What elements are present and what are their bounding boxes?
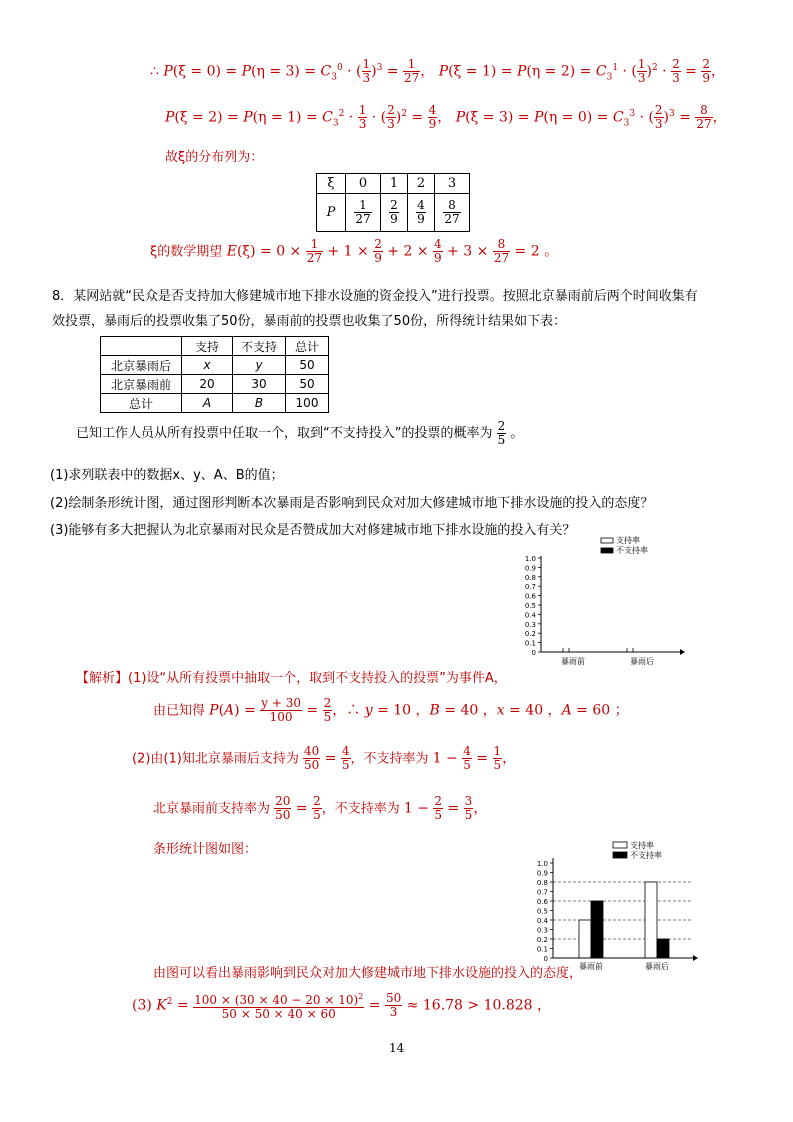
y-tick-label: 0.7	[536, 888, 548, 897]
distribution-table	[316, 173, 470, 232]
y-tick-label: 0.7	[524, 583, 536, 592]
y-tick-label: 0.4	[536, 917, 548, 925]
y-tick-label: 0.2	[524, 630, 536, 639]
legend-swatch-oppose	[601, 548, 613, 553]
y-tick-label: 0.8	[536, 879, 548, 887]
y-tick-label: 0.5	[536, 907, 548, 916]
legend-label-oppose: 不支持率	[630, 851, 662, 860]
x-axis-arrow	[680, 649, 685, 655]
y-tick-label: 0.8	[524, 573, 536, 582]
problem-8-line-1: 8．某网站就“民众是否支持加大修建城市地下排水设施的资金投入”进行投票。按照北京暴雨前后两个时间收集有	[52, 289, 698, 304]
dist-value: 3	[435, 174, 470, 194]
table-cell: 100	[286, 394, 329, 413]
question-2: (2)绘制条形统计图，通过图形判断本次暴雨是否影响到民众对加大修建城市地下排水设施的投入的态度？	[50, 496, 654, 511]
dist-prob: $\frac{1}{27}$	[346, 194, 381, 232]
table-cell: y	[233, 356, 286, 375]
legend-swatch-support	[601, 538, 613, 543]
table-cell: 30	[233, 375, 286, 394]
category-label: 暴雨前	[579, 962, 603, 971]
empty-bar-chart	[515, 534, 695, 674]
legend-label-oppose: 不支持率	[616, 546, 648, 555]
dist-prob: $\frac{8}{27}$	[435, 194, 470, 232]
dist-p-label: P	[317, 194, 346, 232]
formula-line-1: ∴ $P(\xi = 0) = P(\eta = 3) = C_3^0$ · ( $\frac{1}{3}$ )$^3$ = $\frac{1}{27}$ ， $P(\xi = 1) = P(\eta = 2) = C_3^1$ · ( $\frac{1}{3}$ )$^2$ · $\frac{2}{3}$ = $\frac{2}{9}$ ，	[150, 57, 725, 85]
dist-value: 0	[346, 174, 381, 194]
y-tick-label: 0.9	[524, 564, 536, 573]
table-cell: 50	[286, 375, 329, 394]
page-number: 14	[389, 1041, 405, 1055]
table-cell: 20	[182, 375, 233, 394]
dist-intro: 故ξ的分布列为：	[165, 150, 264, 165]
contingency-table	[100, 336, 329, 413]
category-label: 暴雨后	[645, 962, 669, 971]
y-tick-label: 0.3	[536, 926, 548, 935]
given-probability: 已知工作人员从所有投票中任取一个，取到“不支持投入”的投票的概率为 $\frac{2}{5}$ 。	[76, 419, 524, 447]
y-tick-label: 0	[531, 649, 536, 657]
table-header	[101, 337, 182, 356]
table-cell: 50	[286, 356, 329, 375]
solution-step-5: 条形统计图如图：	[153, 842, 258, 857]
y-tick-label: 0.1	[536, 945, 548, 954]
solution-tag: 【解析】	[76, 671, 129, 686]
y-tick-label: 0.1	[524, 639, 536, 648]
table-cell: B	[233, 394, 286, 413]
problem-8-line-2: 效投票，暴雨后的投票收集了50份，暴雨前的投票也收集了50份，所得统计结果如下表：	[52, 314, 567, 329]
table-cell: A	[182, 394, 233, 413]
dist-xi-label: ξ	[317, 174, 346, 194]
y-tick-label: 0	[543, 955, 548, 963]
dist-value: 2	[408, 174, 435, 194]
legend-swatch-oppose	[613, 852, 627, 858]
legend-label-support: 支持率	[616, 536, 640, 545]
solution-step-1: 【解析】(1)设“从所有投票中抽取一个，取到不支持投入的投票”为事件A，	[76, 671, 507, 686]
y-tick-label: 0.9	[536, 869, 548, 878]
bar-oppose	[657, 939, 669, 958]
legend-label-support: 支持率	[630, 841, 654, 850]
solution-step-2: 由已知得 P(A) = $\frac{y + 30}{100}$ = $\frac{2}{5}$ ，∴ y = 10 ，B = 40 ，x = 40 ，A = 60 ；	[153, 696, 629, 724]
table-cell: x	[182, 356, 233, 375]
dist-prob: $\frac{2}{9}$	[381, 194, 408, 232]
category-label: 暴雨前	[561, 657, 585, 666]
bar-oppose	[591, 901, 603, 958]
dist-value: 1	[381, 174, 408, 194]
y-tick-label: 0.6	[536, 898, 548, 906]
table-cell: 总计	[101, 394, 182, 413]
bar-support	[645, 882, 657, 958]
solution-step-7: (3) $K^2$ = $\frac{100 \times (30 \times 40 - 20 \times 10)^2}{50 \times 50 \times 40 \times 60}$ = $\frac{50}{3}$ ≈ 16.78 > 10.828 ，	[132, 991, 552, 1021]
table-cell: 北京暴雨前	[101, 375, 182, 394]
bar-support	[579, 920, 591, 958]
solution-step-4: 北京暴雨前支持率为 $\frac{20}{50}$ = $\frac{2}{5}$ ，不支持率为 1 − $\frac{2}{5}$ = $\frac{3}{5}$ ，	[153, 794, 488, 822]
dist-prob: $\frac{4}{9}$	[408, 194, 435, 232]
solution-step-6: 由图可以看出暴雨影响到民众对加大修建城市地下排水设施的投入的态度，	[153, 966, 583, 981]
formula-line-2: $P(\xi = 2) = P(\eta = 1) = C_3^2$ · $\frac{1}{3}$ · ( $\frac{2}{3}$ )$^2$ = $\frac{4}{9}$ ， $P(\xi = 3) = P(\eta = 0) = C_3^3$ · ( $\frac{2}{3}$ )$^3$ = $\frac{8}{27}$ ，	[165, 103, 727, 131]
y-tick-label: 0.4	[524, 611, 536, 620]
question-1: (1)求列联表中的数据x、y、A、B的值；	[50, 468, 284, 483]
solution-step-3: (2)由(1)知北京暴雨后支持为 $\frac{40}{50}$ = $\frac{4}{5}$ ，不支持率为 1 − $\frac{4}{5}$ = $\frac{1}{5}$ ，	[132, 744, 517, 772]
table-cell: 北京暴雨后	[101, 356, 182, 375]
table-header: 总计	[286, 337, 329, 356]
expectation-line: ξ的数学期望 E(ξ) = 0 × $\frac{1}{27}$ + 1 × $\frac{2}{9}$ + 2 × $\frac{4}{9}$ + 3 × $\frac{8}{27}$ = 2 。	[150, 237, 559, 265]
y-tick-label: 0.3	[524, 620, 536, 629]
legend-swatch-support	[613, 842, 627, 848]
question-3: (3)能够有多大把握认为北京暴雨对民众是否赞成加大对修建城市地下排水设施的投入有关？	[50, 523, 576, 538]
y-tick-label: 0.5	[524, 602, 536, 610]
table-header: 支持	[182, 337, 233, 356]
x-axis-arrow	[693, 955, 698, 961]
y-tick-label: 1.0	[524, 555, 536, 563]
category-label: 暴雨后	[630, 657, 654, 666]
table-header: 不支持	[233, 337, 286, 356]
y-tick-label: 0.6	[524, 592, 536, 601]
solution-bar-chart	[525, 838, 710, 978]
y-tick-label: 0.2	[536, 936, 548, 944]
y-tick-label: 1.0	[536, 860, 548, 868]
